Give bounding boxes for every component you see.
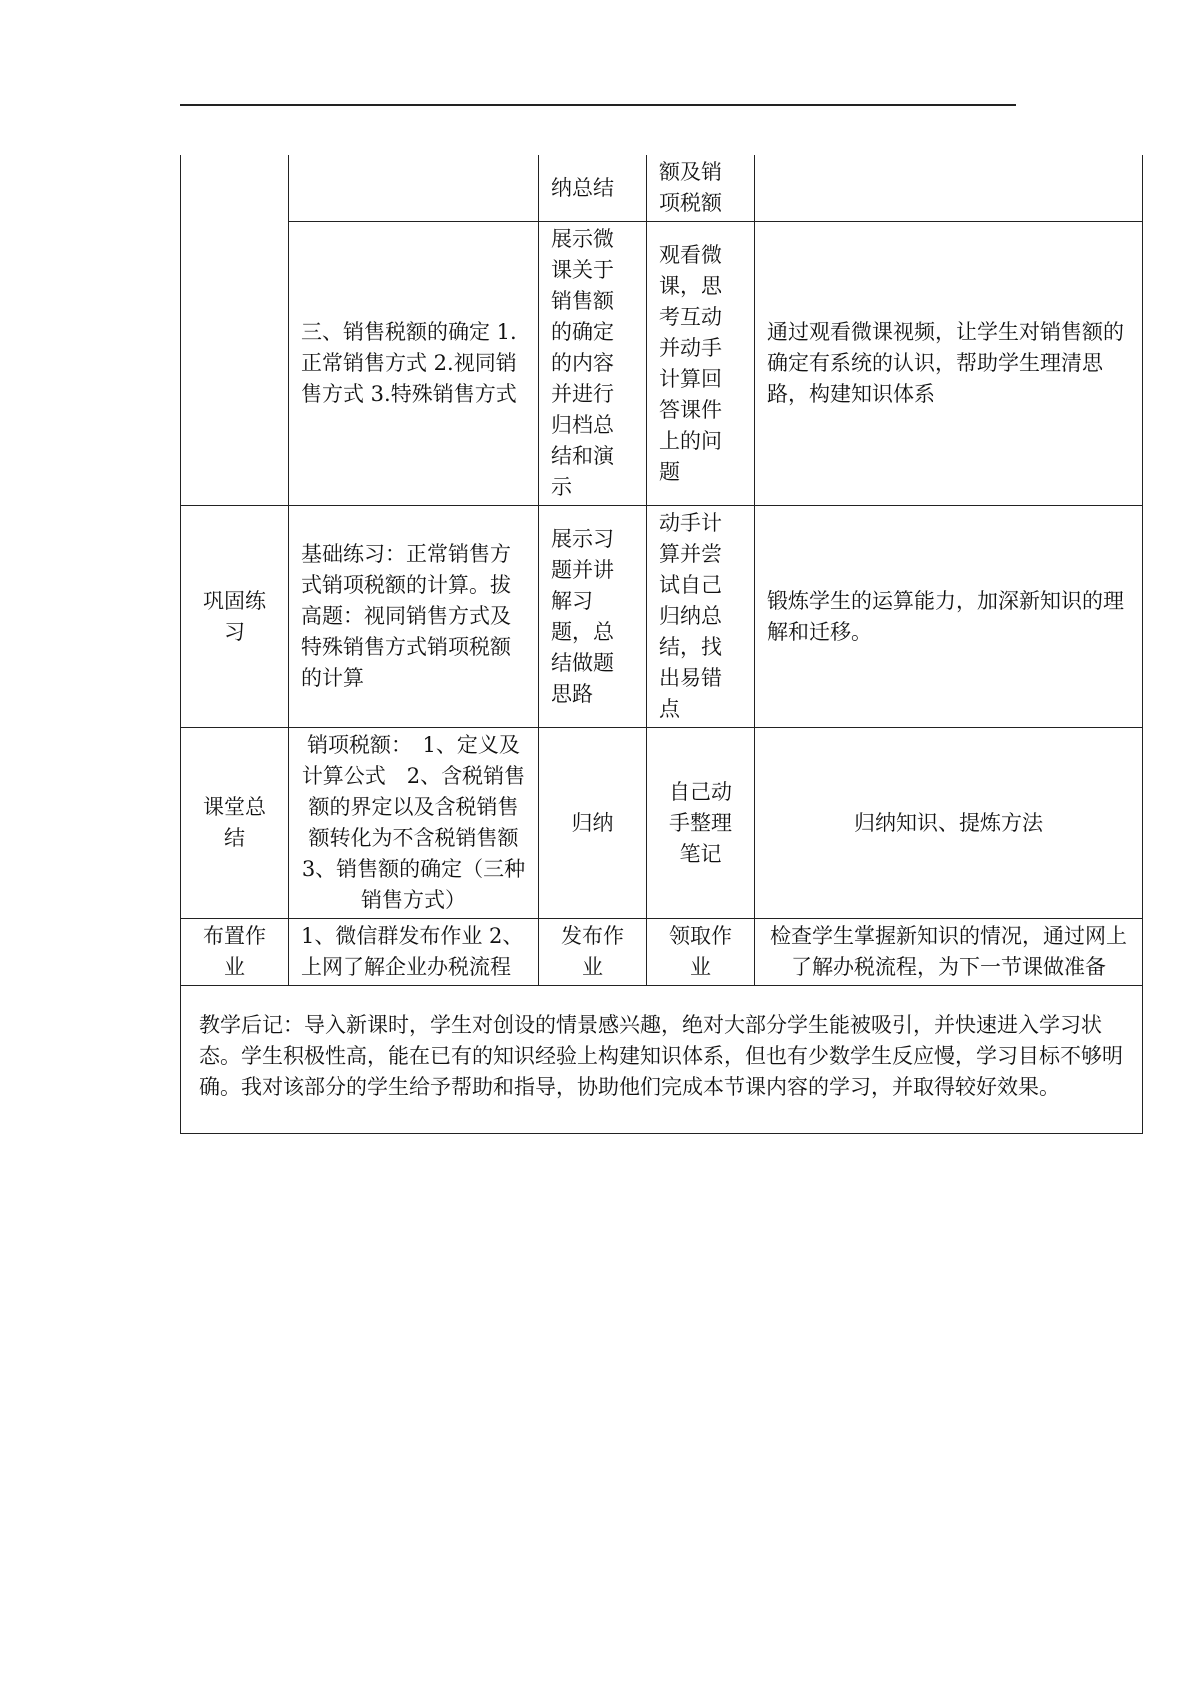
purpose-cell: 通过观看微课视频，让学生对销售额的确定有系统的认识，帮助学生理清思路，构建知识体系 (755, 222, 1143, 506)
content-cell: 1、微信群发布作业 2、上网了解企业办税流程 (289, 919, 539, 986)
purpose-cell (755, 155, 1143, 222)
purpose-cell: 归纳知识、提炼方法 (755, 728, 1143, 919)
student-activity-cell: 额及销项税额 (647, 155, 755, 222)
content-cell: 销项税额： 1、定义及计算公式 2、含税销售额的界定以及含税销售额转化为不含税销售额 3、销售额的确定（三种销售方式） (289, 728, 539, 919)
content-cell (289, 155, 539, 222)
content-cell: 三、销售税额的确定 1.正常销售方式 2.视同销售方式 3.特殊销售方式 (289, 222, 539, 506)
header-rule (180, 104, 1016, 106)
table-row (181, 506, 1143, 728)
teacher-activity-cell: 发布作业 (539, 919, 647, 986)
student-activity-cell: 领取作业 (647, 919, 755, 986)
table-row (181, 728, 1143, 919)
teaching-reflection: 教学后记：导入新课时，学生对创设的情景感兴趣，绝对大部分学生能被吸引，并快速进入学习状态。学生积极性高，能在已有的知识经验上构建知识体系，但也有少数学生反应慢，学习目标不够明确。我对该部分的学生给予帮助和指导，协助他们完成本节课内容的学习，并取得较好效果。 (181, 986, 1143, 1134)
teacher-activity-cell: 展示微课关于销售额的确定的内容并进行归档总结和演示 (539, 222, 647, 506)
student-activity-cell: 自己动手整理笔记 (647, 728, 755, 919)
teacher-activity-cell: 纳总结 (539, 155, 647, 222)
stage-cell: 课堂总结 (181, 728, 289, 919)
purpose-cell: 锻炼学生的运算能力，加深新知识的理解和迁移。 (755, 506, 1143, 728)
table-row (181, 919, 1143, 986)
table-row (181, 222, 1143, 506)
teacher-activity-cell: 展示习题并讲解习题，总结做题思路 (539, 506, 647, 728)
student-activity-cell: 动手计算并尝试自己归纳总结，找出易错点 (647, 506, 755, 728)
student-activity-cell: 观看微课，思考互动并动手计算回答课件上的问题 (647, 222, 755, 506)
stage-cell (181, 155, 289, 506)
stage-cell: 布置作业 (181, 919, 289, 986)
stage-cell: 巩固练习 (181, 506, 289, 728)
table-row (181, 155, 1143, 222)
lesson-plan-table (180, 155, 1143, 1134)
teacher-activity-cell: 归纳 (539, 728, 647, 919)
content-cell: 基础练习：正常销售方式销项税额的计算。拔高题：视同销售方式及特殊销售方式销项税额的计算 (289, 506, 539, 728)
purpose-cell: 检查学生掌握新知识的情况，通过网上了解办税流程，为下一节课做准备 (755, 919, 1143, 986)
table-row (181, 986, 1143, 1134)
